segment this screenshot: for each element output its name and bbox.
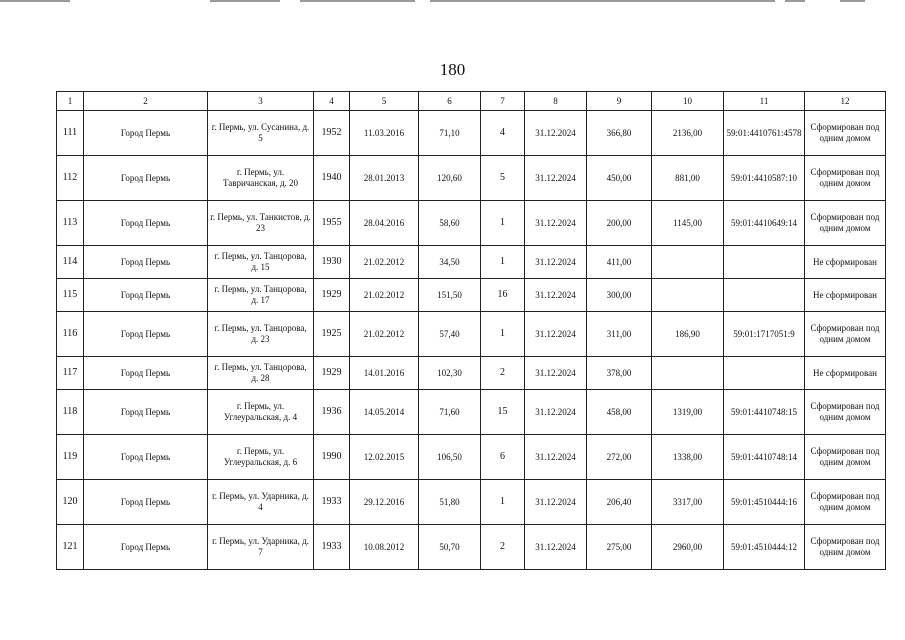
date-cell: 21.02.2012: [350, 246, 419, 279]
scan-edge-line-4: [430, 0, 775, 2]
cost-cell: 411,00: [587, 246, 652, 279]
residents-cell: 16: [481, 279, 525, 312]
land-status-cell: Сформирован под одним домом: [805, 480, 886, 525]
cadastral-number-cell: 59:01:4510444:16: [724, 480, 805, 525]
cadastral-number-cell: 59:01:4510444:12: [724, 525, 805, 570]
date-cell: 21.02.2012: [350, 279, 419, 312]
table-row: [57, 480, 886, 525]
row-number-cell: 116: [57, 312, 84, 357]
year-built-cell: 1936: [314, 390, 350, 435]
page-number: 180: [439, 60, 466, 79]
scan-edge-line-2: [210, 0, 280, 2]
area-cell: 151,50: [419, 279, 481, 312]
cost-cell: 378,00: [587, 357, 652, 390]
land-area-cell: 2136,00: [652, 111, 724, 156]
residents-cell: 5: [481, 156, 525, 201]
land-area-cell: 3317,00: [652, 480, 724, 525]
cadastral-number-cell: 59:01:4410649:14: [724, 201, 805, 246]
cadastral-number-cell: [724, 279, 805, 312]
date-cell: 28.04.2016: [350, 201, 419, 246]
row-number-cell: 119: [57, 435, 84, 480]
year-built-cell: 1933: [314, 480, 350, 525]
year-built-cell: 1929: [314, 279, 350, 312]
land-status-cell: Сформирован под одним домом: [805, 156, 886, 201]
residents-cell: 15: [481, 390, 525, 435]
year-built-cell: 1930: [314, 246, 350, 279]
date-cell: 28.01.2013: [350, 156, 419, 201]
date-cell: 10.08.2012: [350, 525, 419, 570]
area-cell: 50,70: [419, 525, 481, 570]
year-built-cell: 1940: [314, 156, 350, 201]
area-cell: 57,40: [419, 312, 481, 357]
cost-cell: 200,00: [587, 201, 652, 246]
residents-cell: 2: [481, 525, 525, 570]
date-cell: 21.02.2012: [350, 312, 419, 357]
column-header: 9: [587, 92, 652, 111]
scan-edge-line-1: [0, 0, 70, 2]
residents-cell: 6: [481, 435, 525, 480]
cost-cell: 206,40: [587, 480, 652, 525]
address-cell: г. Пермь, ул. Танцорова, д. 15: [208, 246, 314, 279]
date-cell: 29.12.2016: [350, 480, 419, 525]
row-number-cell: 120: [57, 480, 84, 525]
deadline-cell: 31.12.2024: [525, 246, 587, 279]
cost-cell: 458,00: [587, 390, 652, 435]
year-built-cell: 1925: [314, 312, 350, 357]
land-status-cell: Не сформирован: [805, 279, 886, 312]
area-cell: 71,10: [419, 111, 481, 156]
land-area-cell: 1319,00: [652, 390, 724, 435]
land-area-cell: [652, 279, 724, 312]
column-header: 10: [652, 92, 724, 111]
land-area-cell: [652, 357, 724, 390]
table-row: [57, 525, 886, 570]
year-built-cell: 1952: [314, 111, 350, 156]
table-row: [57, 156, 886, 201]
cost-cell: 272,00: [587, 435, 652, 480]
residents-cell: 1: [481, 201, 525, 246]
row-number-cell: 111: [57, 111, 84, 156]
deadline-cell: 31.12.2024: [525, 156, 587, 201]
address-cell: г. Пермь, ул. Танцорова, д. 28: [208, 357, 314, 390]
column-header: 5: [350, 92, 419, 111]
land-status-cell: Сформирован под одним домом: [805, 525, 886, 570]
cost-cell: 300,00: [587, 279, 652, 312]
cadastral-number-cell: 59:01:1717051:9: [724, 312, 805, 357]
row-number-cell: 115: [57, 279, 84, 312]
area-cell: 120,60: [419, 156, 481, 201]
municipality-cell: Город Пермь: [84, 111, 208, 156]
deadline-cell: 31.12.2024: [525, 201, 587, 246]
column-header: 7: [481, 92, 525, 111]
address-cell: г. Пермь, ул. Углеуральская, д. 4: [208, 390, 314, 435]
municipality-cell: Город Пермь: [84, 435, 208, 480]
year-built-cell: 1933: [314, 525, 350, 570]
deadline-cell: 31.12.2024: [525, 390, 587, 435]
column-header: 8: [525, 92, 587, 111]
residents-cell: 2: [481, 357, 525, 390]
residents-cell: 1: [481, 312, 525, 357]
row-number-cell: 121: [57, 525, 84, 570]
cadastral-number-cell: [724, 246, 805, 279]
area-cell: 51,80: [419, 480, 481, 525]
cost-cell: 450,00: [587, 156, 652, 201]
table-row: [57, 357, 886, 390]
deadline-cell: 31.12.2024: [525, 357, 587, 390]
date-cell: 14.05.2014: [350, 390, 419, 435]
municipality-cell: Город Пермь: [84, 525, 208, 570]
column-header: 4: [314, 92, 350, 111]
cadastral-number-cell: 59:01:4410748:15: [724, 390, 805, 435]
year-built-cell: 1929: [314, 357, 350, 390]
residents-cell: 4: [481, 111, 525, 156]
land-area-cell: 1145,00: [652, 201, 724, 246]
column-header: 6: [419, 92, 481, 111]
table-row: [57, 279, 886, 312]
row-number-cell: 118: [57, 390, 84, 435]
table-row: [57, 312, 886, 357]
residents-cell: 1: [481, 480, 525, 525]
address-cell: г. Пермь, ул. Углеуральская, д. 6: [208, 435, 314, 480]
column-header: 12: [805, 92, 886, 111]
municipality-cell: Город Пермь: [84, 312, 208, 357]
municipality-cell: Город Пермь: [84, 390, 208, 435]
land-status-cell: Сформирован под одним домом: [805, 435, 886, 480]
table-row: [57, 390, 886, 435]
municipality-cell: Город Пермь: [84, 279, 208, 312]
land-status-cell: Сформирован под одним домом: [805, 111, 886, 156]
address-cell: г. Пермь, ул. Ударника, д. 7: [208, 525, 314, 570]
scan-edge-line-6: [840, 0, 865, 2]
municipality-cell: Город Пермь: [84, 201, 208, 246]
address-cell: г. Пермь, ул. Танкистов, д. 23: [208, 201, 314, 246]
cadastral-number-cell: 59:01:4410761:4578: [724, 111, 805, 156]
cost-cell: 311,00: [587, 312, 652, 357]
cadastral-number-cell: 59:01:4410748:14: [724, 435, 805, 480]
deadline-cell: 31.12.2024: [525, 480, 587, 525]
land-status-cell: Сформирован под одним домом: [805, 390, 886, 435]
address-cell: г. Пермь, ул. Танцорова, д. 23: [208, 312, 314, 357]
deadline-cell: 31.12.2024: [525, 111, 587, 156]
deadline-cell: 31.12.2024: [525, 525, 587, 570]
scan-edge-line-5: [785, 0, 805, 2]
land-area-cell: 2960,00: [652, 525, 724, 570]
deadline-cell: 31.12.2024: [525, 279, 587, 312]
year-built-cell: 1990: [314, 435, 350, 480]
date-cell: 12.02.2015: [350, 435, 419, 480]
address-cell: г. Пермь, ул. Сусанина, д. 5: [208, 111, 314, 156]
deadline-cell: 31.12.2024: [525, 435, 587, 480]
row-number-cell: 117: [57, 357, 84, 390]
land-status-cell: Не сформирован: [805, 246, 886, 279]
row-number-cell: 114: [57, 246, 84, 279]
area-cell: 58,60: [419, 201, 481, 246]
column-header: 11: [724, 92, 805, 111]
land-area-cell: 1338,00: [652, 435, 724, 480]
land-status-cell: Сформирован под одним домом: [805, 312, 886, 357]
cadastral-number-cell: 59:01:4410587:10: [724, 156, 805, 201]
land-status-cell: Не сформирован: [805, 357, 886, 390]
table-row: [57, 201, 886, 246]
municipality-cell: Город Пермь: [84, 156, 208, 201]
row-number-cell: 112: [57, 156, 84, 201]
column-number-row: [57, 92, 886, 111]
row-number-cell: 113: [57, 201, 84, 246]
date-cell: 14.01.2016: [350, 357, 419, 390]
address-cell: г. Пермь, ул. Танцорова, д. 17: [208, 279, 314, 312]
municipality-cell: Город Пермь: [84, 357, 208, 390]
address-cell: г. Пермь, ул. Ударника, д. 4: [208, 480, 314, 525]
table-row: [57, 435, 886, 480]
date-cell: 11.03.2016: [350, 111, 419, 156]
scan-edge-line-3: [300, 0, 415, 2]
cost-cell: 275,00: [587, 525, 652, 570]
municipality-cell: Город Пермь: [84, 480, 208, 525]
land-area-cell: [652, 246, 724, 279]
table-row: [57, 246, 886, 279]
cost-cell: 366,80: [587, 111, 652, 156]
cadastral-number-cell: [724, 357, 805, 390]
land-status-cell: Сформирован под одним домом: [805, 201, 886, 246]
column-header: 1: [57, 92, 84, 111]
area-cell: 106,50: [419, 435, 481, 480]
land-area-cell: 186,90: [652, 312, 724, 357]
area-cell: 102,30: [419, 357, 481, 390]
address-cell: г. Пермь, ул. Тавричанская, д. 20: [208, 156, 314, 201]
area-cell: 34,50: [419, 246, 481, 279]
table-row: [57, 111, 886, 156]
land-area-cell: 881,00: [652, 156, 724, 201]
year-built-cell: 1955: [314, 201, 350, 246]
deadline-cell: 31.12.2024: [525, 312, 587, 357]
column-header: 2: [84, 92, 208, 111]
property-register-table: [56, 91, 886, 570]
area-cell: 71,60: [419, 390, 481, 435]
municipality-cell: Город Пермь: [84, 246, 208, 279]
residents-cell: 1: [481, 246, 525, 279]
column-header: 3: [208, 92, 314, 111]
